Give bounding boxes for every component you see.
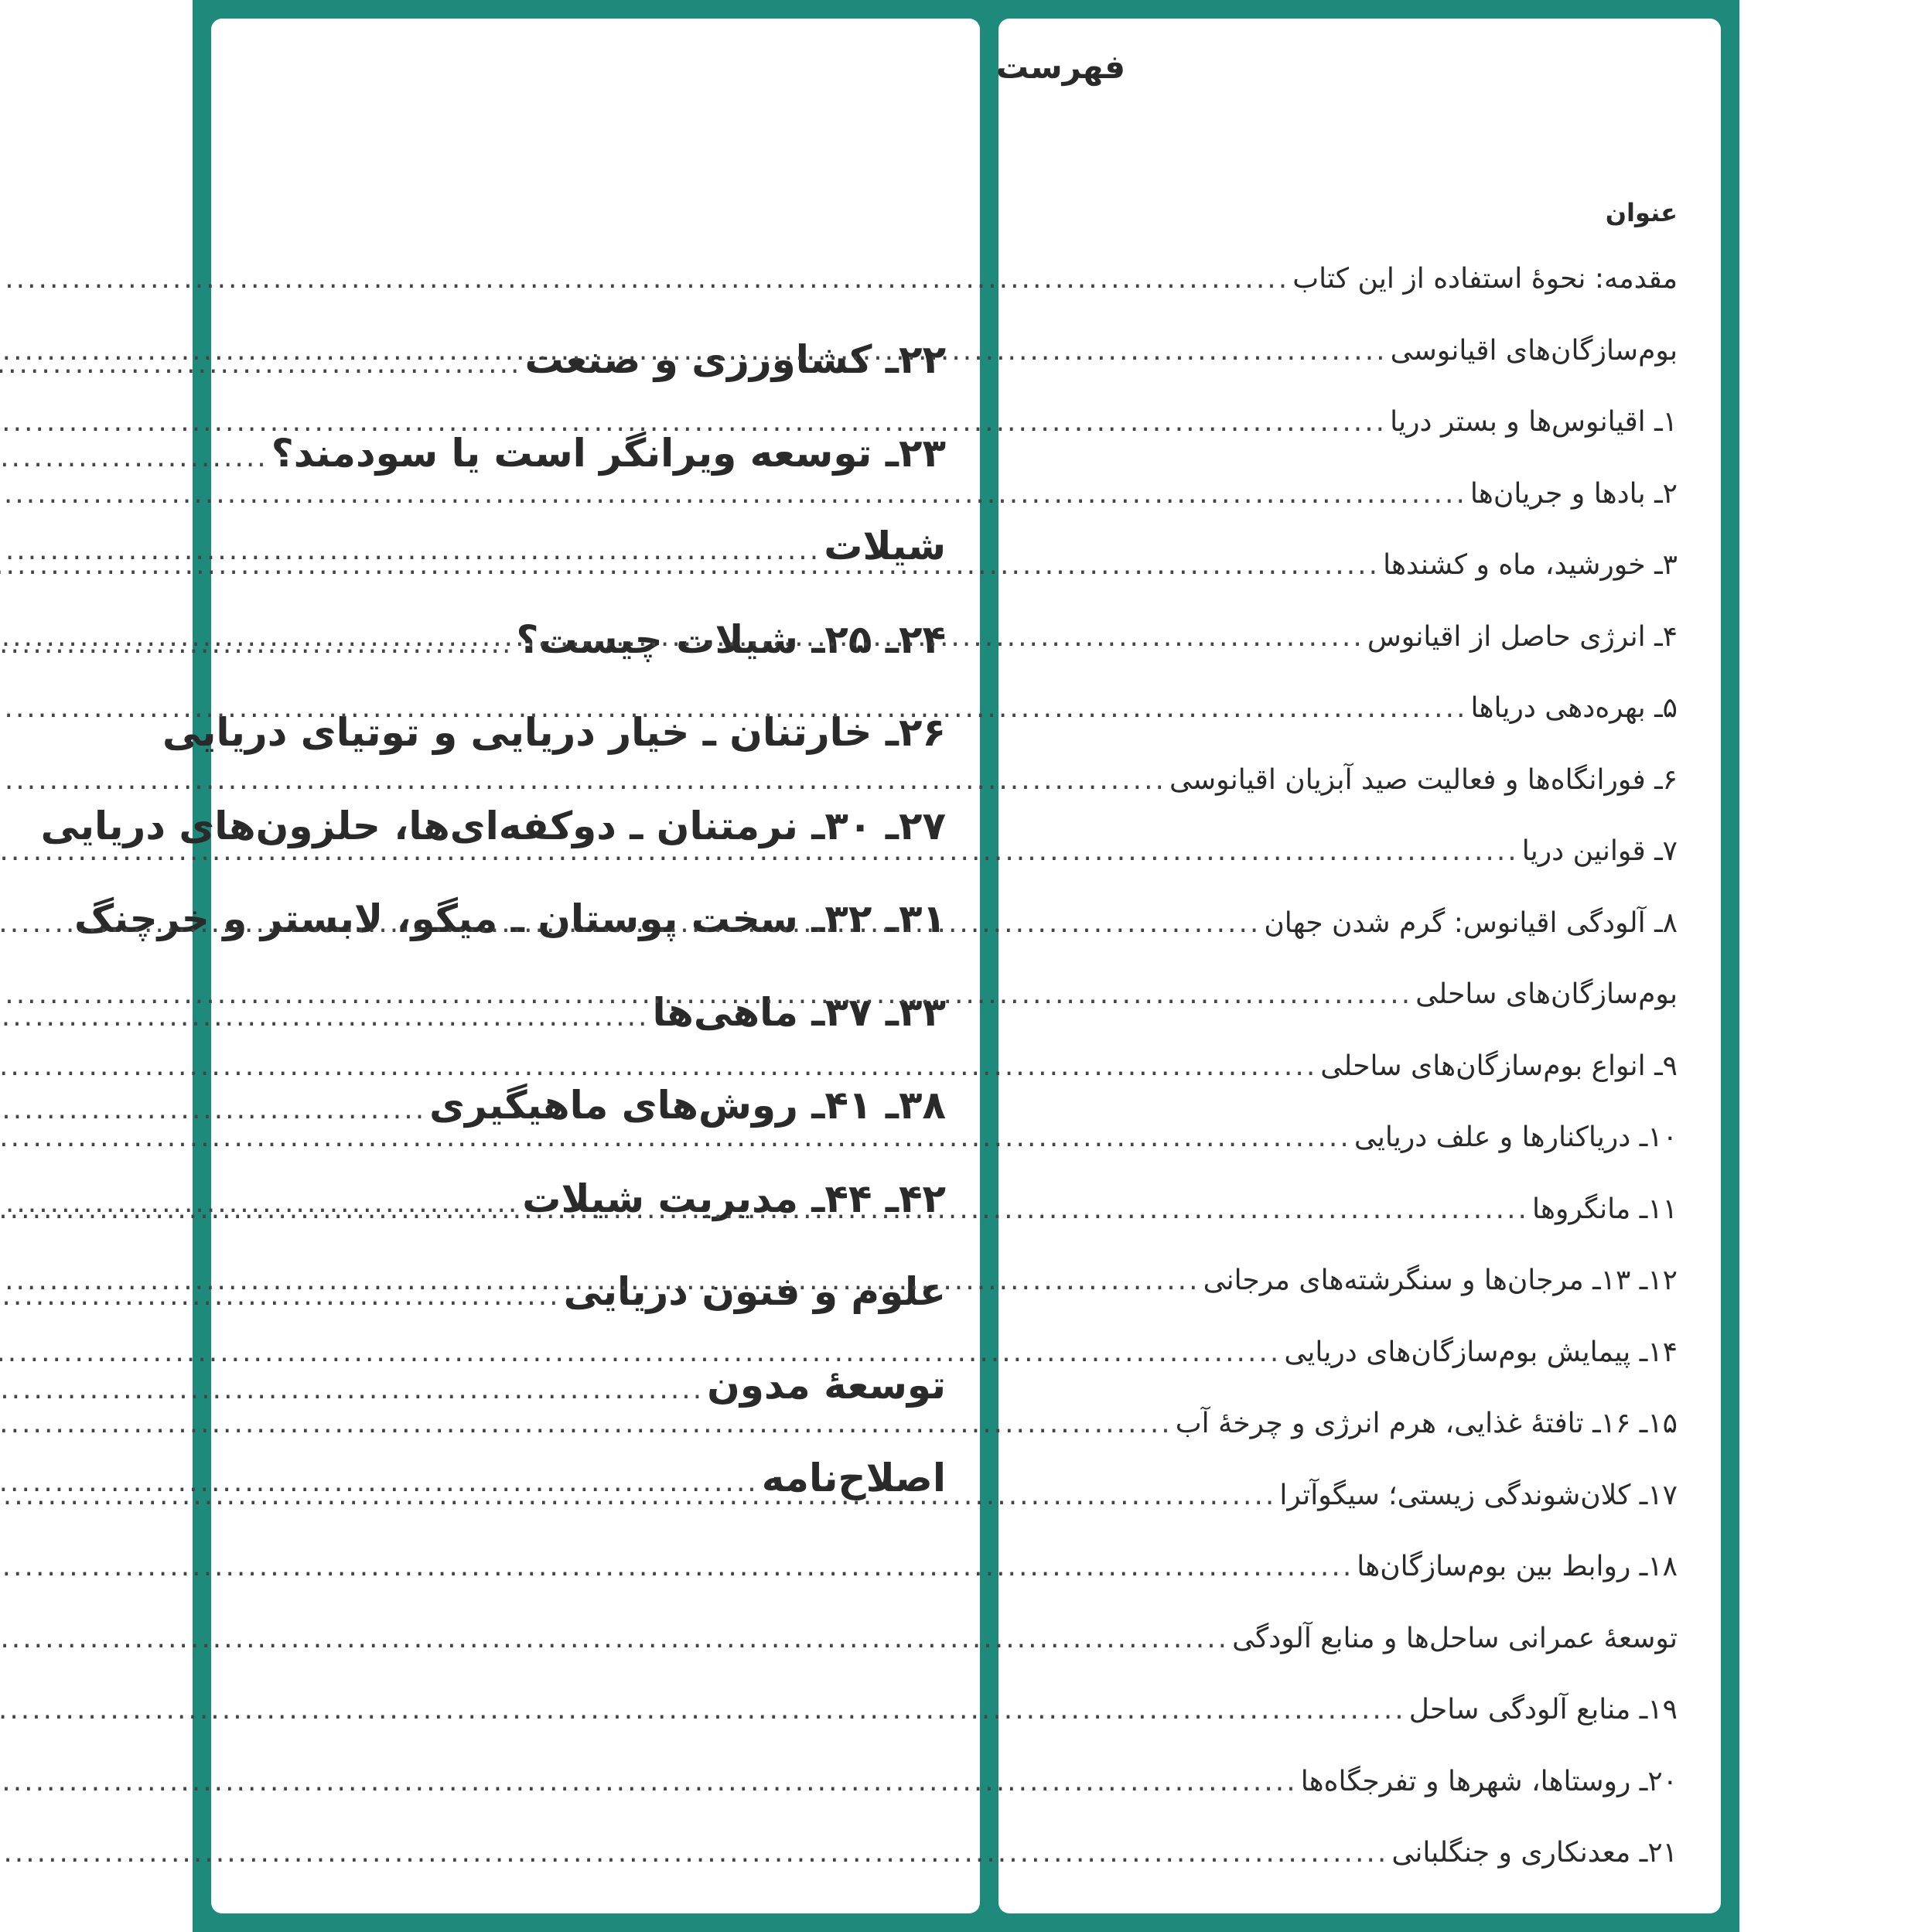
dot-leader: [0, 1480, 1276, 1511]
toc-entry: [998, 621, 1678, 667]
toc-entry: [998, 1766, 1678, 1812]
toc-entry-title: توسعهٔ مدون: [707, 1362, 946, 1408]
dot-leader: [0, 764, 1166, 796]
dot-leader: [0, 835, 1519, 867]
toc-entry-title: ۲۶ـ خارتنان ـ خیار دریایی و توتیای دریایی: [162, 710, 946, 755]
dot-leader: [0, 1121, 1351, 1153]
toc-entry: [998, 1551, 1678, 1597]
toc-entry-title: ۱۴ـ پیمایش بوم‌سازگان‌های دریایی: [1284, 1336, 1678, 1368]
toc-entry-title: ۱۰ـ دریاکنارها و علف دریایی: [1353, 1121, 1678, 1153]
toc-entry: [998, 978, 1678, 1025]
toc-entry-title: ۲۴ـ ۲۵ـ شیلات چیست؟: [516, 616, 946, 662]
toc-entry-title: ۵ـ بهره‌دهی دریاها: [1470, 692, 1678, 724]
toc-entry-title: شیلات: [824, 524, 946, 568]
toc-entry: [998, 835, 1678, 882]
toc-entry: [998, 1050, 1678, 1097]
toc-entry-title: ۲۷ـ ۳۰ـ نرمتنان ـ دوکفه‌ای‌ها، حلزون‌های دریایی: [40, 803, 946, 848]
toc-entry-title: ۱۷ـ کلان‌شوندگی زیستی؛ سیگوآترا: [1279, 1479, 1678, 1511]
toc-entry-title: ۳۱ـ ۳۲ـ سخت پوستان ـ میگو، لابستر و خرچنگ: [74, 896, 946, 941]
toc-entry: [998, 1837, 1678, 1883]
toc-entry-title: ۲۲ـ کشاورزی و صنعت: [524, 337, 946, 382]
dot-leader: [0, 335, 1388, 367]
dot-leader: [0, 907, 1261, 939]
dot-leader: [0, 978, 1412, 1010]
toc-entry-title: ۷ـ قوانین دریا: [1521, 835, 1678, 867]
toc-entry-title: بوم‌سازگان‌های اقیانوسی: [1390, 334, 1678, 367]
dot-leader: [0, 1551, 1353, 1582]
dot-leader: [0, 478, 1467, 510]
toc-entry-title: ۲۱ـ معدنکاری و جنگلبانی: [1391, 1837, 1678, 1869]
toc-entry: [998, 1336, 1678, 1383]
toc-entry: [998, 907, 1678, 954]
dot-leader: [0, 692, 1468, 724]
toc-entry-title: ۱۲ـ ۱۳ـ مرجان‌ها و سنگرشته‌های مرجانی: [1203, 1265, 1678, 1296]
toc-title: فهرست: [995, 48, 1125, 86]
toc-entry-title: ۳۳ـ ۳۷ـ ماهی‌ها: [652, 989, 946, 1035]
toc-entry: [998, 1265, 1678, 1311]
toc-entry-title: ۱۱ـ مانگروها: [1531, 1193, 1678, 1225]
toc-entry-title: بوم‌سازگان‌های ساحلی: [1415, 978, 1678, 1010]
toc-entry: [998, 1694, 1678, 1740]
column-header: عنوان: [1605, 198, 1678, 227]
toc-entry-title: ۱ـ اقیانوس‌ها و بستر دریا: [1390, 406, 1678, 438]
toc-entry: [998, 1193, 1678, 1240]
toc-entry: [998, 1408, 1678, 1454]
right-page: [995, 19, 1721, 1913]
dot-leader: [0, 1837, 1388, 1869]
toc-entry-title: ۲ـ بادها و جریان‌ها: [1469, 477, 1678, 510]
toc-entry-title: علوم و فنون دریایی: [563, 1269, 946, 1314]
dot-leader: [0, 1694, 1406, 1725]
toc-entry: [998, 1623, 1678, 1669]
toc-entry: [998, 335, 1678, 381]
toc-entry-title: ۶ـ فورانگاه‌ها و فعالیت صید آبزیان اقیانوسی: [1169, 763, 1678, 796]
toc-entry: [998, 478, 1678, 524]
toc-entry-title: ۲۰ـ روستاها، شهرها و تفرجگاه‌ها: [1300, 1765, 1678, 1797]
toc-entry-title: اصلاح‌نامه: [761, 1456, 946, 1500]
toc-entry-title: مقدمه: نحوهٔ استفاده از این کتاب: [1292, 263, 1678, 295]
toc-entry-title: ۹ـ انواع بوم‌سازگان‌های ساحلی: [1320, 1050, 1678, 1082]
toc-entry-title: ۸ـ آلودگی اقیانوس: گرم شدن جهان: [1264, 906, 1678, 939]
toc-entry-title: توسعهٔ عمرانی ساحل‌ها و منابع آلودگی: [1232, 1622, 1678, 1654]
dot-leader: [0, 1336, 1281, 1368]
dot-leader: [0, 621, 1364, 653]
dot-leader: [0, 1193, 1529, 1225]
toc-entry: [998, 1480, 1678, 1526]
toc-entry-title: ۴ـ انرژی حاصل از اقیانوس: [1367, 620, 1678, 653]
toc-entry: [998, 764, 1678, 811]
dot-leader: [0, 549, 1380, 581]
dot-leader: [0, 1766, 1298, 1797]
dot-leader: [0, 1408, 1173, 1439]
dot-leader: [0, 1050, 1317, 1082]
dot-leader: [0, 1374, 704, 1405]
toc-entry-title: ۱۵ـ ۱۶ـ تافتهٔ غذایی، هرم انرژی و چرخهٔ آب: [1175, 1408, 1678, 1439]
toc-entry: [998, 1121, 1678, 1168]
dot-leader: [0, 263, 1289, 295]
dot-leader: [0, 1623, 1229, 1654]
toc-entry: [998, 549, 1678, 596]
toc-entry-title: ۳ـ خورشید، ماه و کشندها: [1383, 549, 1678, 581]
toc-entry: [998, 406, 1678, 452]
toc-entry-title: ۱۸ـ روابط بین بوم‌سازگان‌ها: [1357, 1551, 1678, 1582]
toc-entry-title: ۱۹ـ منابع آلودگی ساحل: [1408, 1694, 1678, 1725]
dot-leader: [0, 1265, 1200, 1296]
dot-leader: [0, 442, 268, 473]
toc-entry-title: ۴۲ـ ۴۴ـ مدیریت شیلات: [522, 1176, 946, 1221]
toc-entry: [998, 692, 1678, 739]
toc-entry-title: ۲۳ـ توسعه ویرانگر است یا سودمند؟: [271, 430, 946, 476]
dot-leader: [0, 406, 1387, 438]
toc-entry-title: ۳۸ـ ۴۱ـ روش‌های ماهیگیری: [429, 1083, 946, 1128]
dot-leader: [0, 1094, 426, 1125]
toc-entry: [998, 263, 1678, 309]
